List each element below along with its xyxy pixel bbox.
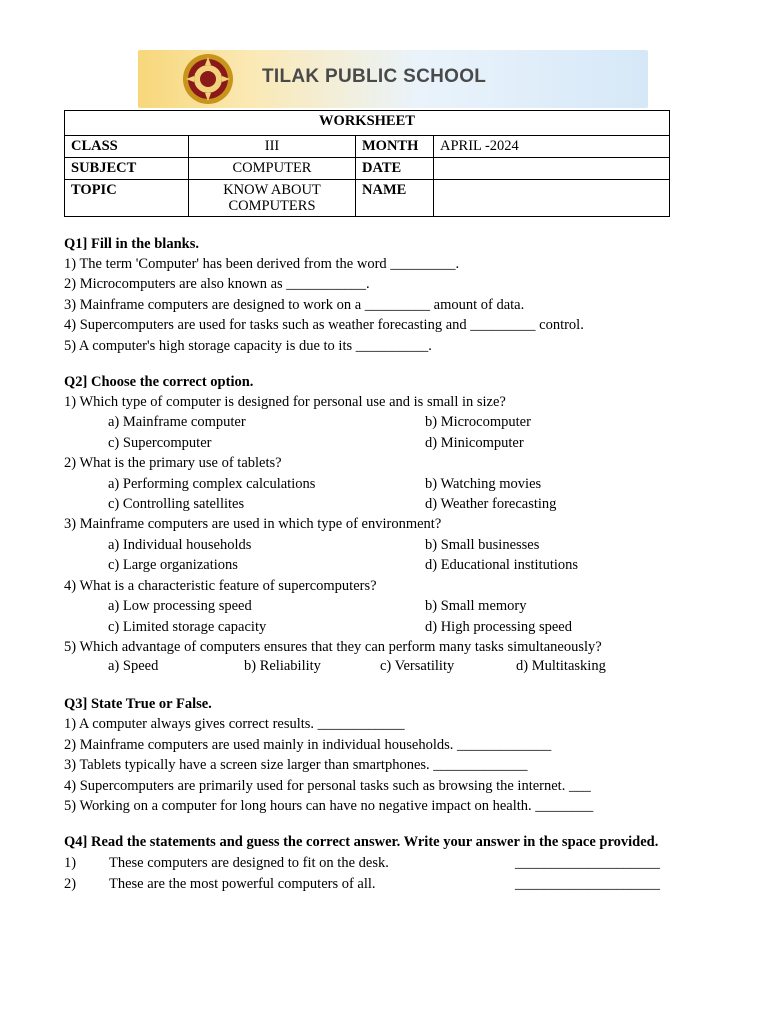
q2-question: 1) Which type of computer is designed for personal use and is small in size? <box>64 394 506 411</box>
q2-question: 2) What is the primary use of tablets? <box>64 455 282 472</box>
q4-answer-blank[interactable]: ____________________ <box>515 855 660 872</box>
q2-option: d) Multitasking <box>516 657 606 674</box>
name-label: NAME <box>356 180 434 217</box>
q4-answer-blank[interactable]: ____________________ <box>515 875 660 892</box>
date-label: DATE <box>356 158 434 180</box>
worksheet-content <box>64 234 724 894</box>
q2-question: 5) Which advantage of computers ensures that they can perform many tasks simultaneously? <box>64 638 602 655</box>
q2-option: b) Reliability <box>244 657 321 674</box>
q3-heading: Q3] State True or False. <box>64 696 212 713</box>
month-label: MONTH <box>356 136 434 158</box>
q2-option: d) High processing speed <box>425 618 572 635</box>
q1-item: 3) Mainframe computers are designed to work on a _________ amount of data. <box>64 296 525 313</box>
name-value[interactable] <box>434 180 670 217</box>
class-label: CLASS <box>65 136 189 158</box>
month-value: APRIL -2024 <box>434 136 670 158</box>
q1-heading: Q1] Fill in the blanks. <box>64 236 199 252</box>
subject-value: COMPUTER <box>189 158 356 180</box>
q2-question: 4) What is a characteristic feature of supercomputers? <box>64 577 377 594</box>
topic-value-line1: KNOW ABOUT <box>223 182 321 198</box>
q4-heading: Q4] Read the statements and guess the correct answer. Write your answer in the space provided. <box>64 834 659 851</box>
topic-label: TOPIC <box>65 180 189 217</box>
q2-option: a) Mainframe computer <box>108 414 246 431</box>
worksheet-title: WORKSHEET <box>65 111 670 136</box>
q1-item: 2) Microcomputers are also known as ___________. <box>64 276 370 293</box>
q2-option: c) Controlling satellites <box>108 496 245 513</box>
q3-item: 5) Working on a computer for long hours can have no negative impact on health. ________ <box>64 797 594 814</box>
subject-label: SUBJECT <box>65 158 189 180</box>
q1-item: 1) The term 'Computer' has been derived from the word _________. <box>64 256 460 272</box>
q2-option: b) Watching movies <box>425 475 542 492</box>
q2-option: b) Microcomputer <box>425 414 531 431</box>
q4-item-number: 1) <box>64 855 77 872</box>
q2-option: d) Minicomputer <box>425 434 524 451</box>
school-name: TILAK PUBLIC SCHOOL <box>262 66 487 87</box>
q1-item: 4) Supercomputers are used for tasks such as weather forecasting and _________ control. <box>64 317 584 334</box>
q3-item: 1) A computer always gives correct results. ____________ <box>64 716 405 733</box>
q2-option: d) Weather forecasting <box>425 496 557 513</box>
q2-heading: Q2] Choose the correct option. <box>64 374 254 391</box>
q2-option: b) Small memory <box>425 598 527 615</box>
q2-option: c) Versatility <box>380 657 455 674</box>
q3-item: 4) Supercomputers are primarily used for personal tasks such as browsing the internet. ___ <box>64 777 591 794</box>
q2-option: c) Limited storage capacity <box>108 618 267 635</box>
date-value[interactable] <box>434 158 670 180</box>
topic-value <box>189 180 356 217</box>
q2-option: c) Large organizations <box>108 557 238 574</box>
q3-item: 3) Tablets typically have a screen size larger than smartphones. _____________ <box>64 757 528 774</box>
q2-option: d) Educational institutions <box>425 557 579 574</box>
q2-question: 3) Mainframe computers are used in which type of environment? <box>64 516 442 533</box>
q4-item-text: These are the most powerful computers of all. <box>109 875 376 892</box>
class-value: III <box>189 136 356 158</box>
q2-option: b) Small businesses <box>425 536 540 553</box>
q1-item: 5) A computer's high storage capacity is due to its __________. <box>64 337 432 354</box>
q2-option: a) Performing complex calculations <box>108 475 316 492</box>
school-emblem-icon <box>162 52 254 106</box>
q2-option: a) Individual households <box>108 536 252 553</box>
q4-item-number: 2) <box>64 875 77 892</box>
q2-option: a) Low processing speed <box>108 598 252 615</box>
q2-option: a) Speed <box>108 657 159 674</box>
topic-value-line2: COMPUTERS <box>228 198 316 214</box>
q4-item-text: These computers are designed to fit on the desk. <box>109 855 389 872</box>
q3-item: 2) Mainframe computers are used mainly in individual households. _____________ <box>64 736 552 753</box>
q2-option: c) Supercomputer <box>108 434 212 451</box>
worksheet-info-table <box>64 110 670 217</box>
